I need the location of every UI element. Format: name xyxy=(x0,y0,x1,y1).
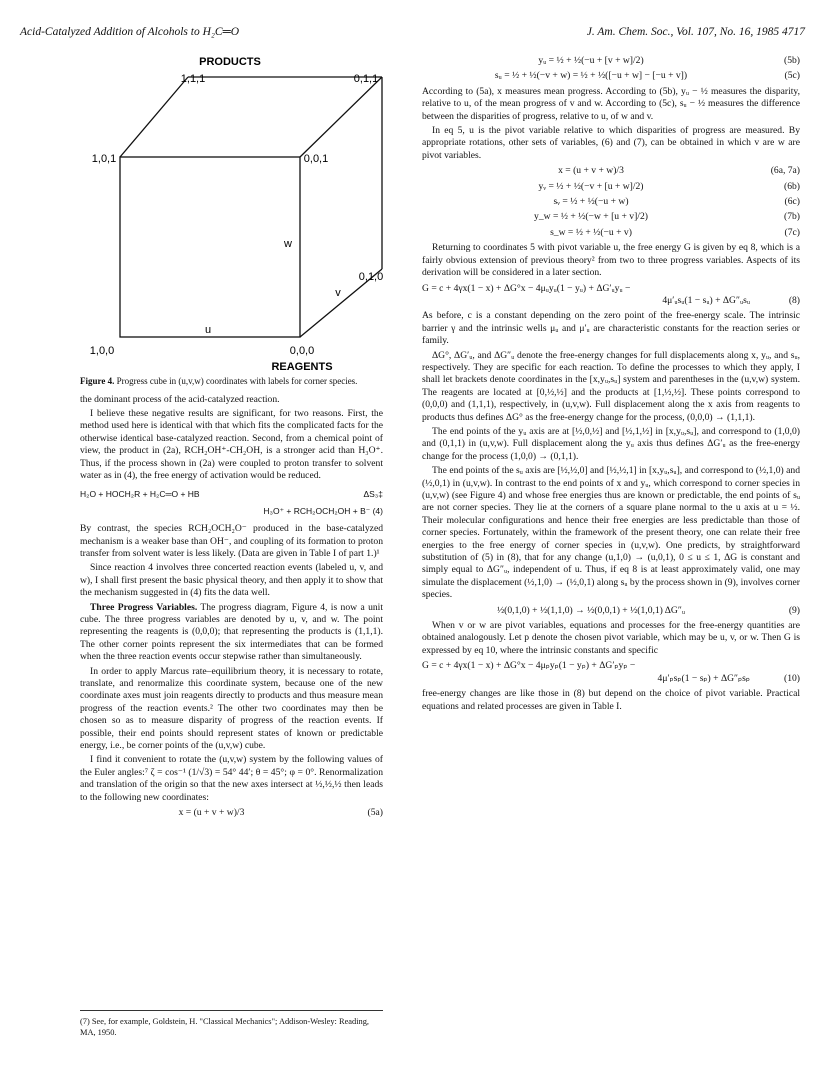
corner-label-000: 0,0,0 xyxy=(289,345,315,357)
equation-9 xyxy=(422,605,800,617)
section-heading: Three Progress Variables. xyxy=(90,601,198,613)
equation-5a-number: (5a) xyxy=(367,807,383,819)
equation-5a xyxy=(80,807,383,819)
left-paragraph-2: I believe these negative results are significant, for two reasons. First, the method used here is identical with that which fits the complicated facts for the otherwise identical base-catalyzed reaction. Second, from a chemical point of view, the product in (2a), RCH₂OH⁺-CH₂OH, is a stronger acid than H₃O⁺. Thus, if the process shown in (2a) were coupled to proton transfer to solvent water as in (4), the free energy of activation would be reduced. xyxy=(80,407,383,481)
equation-6a-number: (6a, 7a) xyxy=(770,165,800,177)
right-paragraph-8: When v or w are pivot variables, equations and processes for the free-energy quantities are obtained analogously. Let p denote the chosen pivot variable, which may be u, v, or w. Then G is expressed by eq 10, where the intrinsic constants and specific xyxy=(422,620,800,656)
figure-top-label: PRODUCTS xyxy=(199,56,261,68)
equation-6a-expr: x = (u + v + w)/3 xyxy=(558,165,624,177)
reaction-scheme-4 xyxy=(80,488,383,517)
axis-label-u: u xyxy=(204,324,212,336)
left-column xyxy=(80,49,383,823)
right-paragraph-4: As before, c is a constant depending on the zero point of the free-energy scale. The intrinsic barrier γ and the intrinsic wells μᵤ and μ′ᵤ are characteristic constants for the reaction series or family. xyxy=(422,310,800,347)
left-paragraph-3: By contrast, the species RCH₂OCH₂O⁻ produced in the base-catalyzed mechanism is a weaker base than OH⁻, and coupling of its formation to proton transfer from solvent water is less likely. (Data are given in Table I of part 1.)¹ xyxy=(80,523,383,559)
axis-label-w: w xyxy=(284,238,292,250)
right-column xyxy=(422,52,800,715)
equation-7c xyxy=(422,227,800,239)
corner-label-011: 0,1,1 xyxy=(353,73,379,85)
progress-cube-diagram xyxy=(80,49,383,374)
equation-10-line-2: 4μ′ₚsₚ(1 − sₚ) + ΔG″ₚsₚ xyxy=(657,672,750,684)
equation-5a-expr: x = (u + v + w)/3 xyxy=(178,807,245,819)
left-paragraph-7: I find it convenient to rotate the (u,v,w) system by the following values of the Euler angles:⁷ ζ = cos⁻¹ (1/√3) = 54° 44′; θ = 45°; φ = 0°. Renormalization and translation of the origin so that the new axes intersect at ½,½,½ then leads to the following new coordinates: xyxy=(80,754,383,803)
equation-7c-number: (7c) xyxy=(784,226,800,238)
equation-6a xyxy=(422,165,800,177)
equation-5b-expr: yᵤ = ½ + ½(−u + [v + w]/2) xyxy=(538,55,644,66)
scheme-entropy-arrow: ΔS₃‡ xyxy=(363,489,383,500)
equation-7b xyxy=(422,211,800,223)
equation-9-number: (9) xyxy=(788,604,800,616)
equation-5b xyxy=(422,55,800,67)
equation-9-expr: ½(0,1,0) + ½(1,1,0) → ½(0,0,1) + ½(1,0,1) ΔG″ᵤ xyxy=(496,604,685,616)
left-paragraph-6: In order to apply Marcus rate–equilibrium theory, it is necessary to rotate, translate, and renormalize this coordinate system, because one of the new coordinate axes must join reagents directly to products and thus measure mean progress of the reaction events.² The other two coordinates may then be chosen so as to measure disparity of progress of the reaction events. If possible, their end points should represent states of known or predictable energy, i.e., be corner points of the (u,v,w) cube. xyxy=(80,665,383,752)
left-paragraph-4: Since reaction 4 involves three concerted reaction events (labeled u, v, and w), I shall first present the basic physical theory, and then apply it to show that the mechanism suggested in (4) fits the data well. xyxy=(80,562,383,599)
equation-5c xyxy=(422,70,800,82)
corner-label-101: 1,0,1 xyxy=(91,153,117,165)
equation-5c-expr: sᵤ = ½ + ½(−v + w) = ½ + ½([−u + w] − [−u + v]) xyxy=(494,70,688,82)
equation-8-number: (8) xyxy=(788,294,800,306)
right-paragraph-1: According to (5a), x measures mean progress. According to (5b), yᵤ − ½ measures the disparity, relative to u, of the mean progress of v and w. According to (5c), sᵤ − ½ measures the difference between the disparities of progress, relative to u, of w and v. xyxy=(422,85,800,122)
equation-8-line-1: G = c + 4γx(1 − x) + ΔG°x − 4μᵤyᵤ(1 − yᵤ) + ΔG′ᵤyᵤ − xyxy=(422,282,631,294)
equation-5c-number: (5c) xyxy=(784,70,800,82)
equation-7b-number: (7b) xyxy=(784,211,800,223)
equation-7c-expr: s_w = ½ + ½(−u + v) xyxy=(550,226,632,238)
axis-label-v: v xyxy=(335,287,341,299)
right-paragraph-7: The end points of the sᵤ axis are [½,½,0] and [½,½,1] in [x,yᵤ,sᵤ], and correspond to (½,1,0) and (½,0,1) in (u,v,w). In contrast to the end points of x and yᵤ, which correspond to corner species in (u,v,w) (see Figure 4) and whose free energies thus are known or predictable, the end points of sᵤ are not corner species. They lie at the corners of a square plane normal to the u axis at u = ½. Their molecular configurations and hence their free energies are less predictable than those of corner species. Fortunately, within the framework of the present theory, one can relate their free energies to the free energy of corner species in (u,v,w). One predicts, by straightforward substitution of (5) in (8), that for any change (u,1,0) → (u,0,1), 0 ≤ u ≤ 1, ΔG is constant and simply equal to ΔG″ᵤ, independent of u. Thus, if eq 8 is at least approximately valid, one may simulate the displacement (½,1,0) → (½,0,1) along sᵤ by the process shown in (9), involves corner species. xyxy=(422,465,800,601)
figure-bottom-label: REAGENTS xyxy=(271,361,333,373)
right-paragraph-6: The end points of the yᵤ axis are at [½,0,½] and [½,1,½] in [x,yᵤ,sᵤ], and correspond to (1,0,0) and (0,1,1) in (u,v,w). Full displacement along the yᵤ axis thus defines ΔG′ᵤ as the free-energy change for the process (1,0,0) → (0,1,1). xyxy=(422,425,800,462)
figure-caption-label: Figure 4. xyxy=(80,376,115,386)
left-paragraph-1: the dominant process of the acid-catalyzed reaction. xyxy=(80,393,280,405)
equation-10 xyxy=(422,660,800,685)
equation-6c xyxy=(422,196,800,208)
left-paragraph-5-text: The progress diagram, Figure 4, is now a unit cube. The three progress variables are denoted by u, v, and w. The point representing the reagents is (0,0,0); that representing the products is (1,1,1). The other corner points represent the six intermediates that can be formed when the three reaction events occur stepwise rather than simultaneously. xyxy=(80,601,383,663)
left-paragraph-5 xyxy=(80,602,383,664)
footnote-7: (7) See, for example, Goldstein, H. "Classical Mechanics"; Addison-Wesley: Reading, MA, 1950. xyxy=(80,1010,383,1038)
right-paragraph-9: free-energy changes are like those in (8) but depend on the choice of pivot variable. Practical equations and related processes are given in Table I. xyxy=(422,688,800,712)
equation-6b-number: (6b) xyxy=(784,180,800,192)
corner-label-100: 1,0,0 xyxy=(89,345,115,357)
scheme-reactants: H₂O + HOCH₂R + H₂C═O + HB xyxy=(80,489,200,500)
equation-10-line-1: G = c + 4γx(1 − x) + ΔG°x − 4μₚyₚ(1 − yₚ) + ΔG′ₚyₚ − xyxy=(422,660,636,672)
equation-6b-expr: yᵥ = ½ + ½(−v + [u + w]/2) xyxy=(538,180,644,192)
equation-5b-number: (5b) xyxy=(784,55,800,66)
right-paragraph-2: In eq 5, u is the pivot variable relative to which disparities of progress are measured. By appropriate rotations, other sets of variables, (6) and (7), can be obtained in which v are w are pivot variables. xyxy=(422,125,800,161)
corner-label-010: 0,1,0 xyxy=(358,271,383,283)
equation-7b-expr: y_w = ½ + ½(−w + [u + v]/2) xyxy=(534,211,648,223)
equation-8-line-2: 4μ′ᵤsᵤ(1 − sᵤ) + ΔG″ᵤsᵤ xyxy=(662,294,750,306)
right-paragraph-3: Returning to coordinates 5 with pivot variable u, the free energy G is given by eq 8, which is a fairly obvious extension of previous theory² from two to three progress variables. Aspects of its derivation will be considered in a later section. xyxy=(422,242,800,279)
corner-label-001: 0,0,1 xyxy=(303,153,329,165)
right-paragraph-5: ΔG°, ΔG′ᵤ, and ΔG″ᵤ denote the free-energy changes for full displacements along x, yᵤ, and sᵤ, respectively. They are specific for each reaction. To define the processes to which they apply, I shall let brackets denote coordinates in the [x,yᵤ,sᵤ] system and parentheses in the (u,v,w) system. The reagents are located at [0,½,½] and the products at [1,½,½]. These points correspond to (0,0,0) and (1,1,1), respectively, in (u,v,w). Full displacement along the x axis from reagents to products thus defines ΔG° as the free-energy change for the process, (0,0,0) → (1,1,1). xyxy=(422,349,800,423)
figure-caption-text: Progress cube in (u,v,w) coordinates with labels for corner species. xyxy=(116,376,358,386)
equation-10-number: (10) xyxy=(784,672,800,684)
equation-8 xyxy=(422,283,800,308)
running-header-right: J. Am. Chem. Soc., Vol. 107, No. 16, 1985 4717 xyxy=(586,26,805,38)
figure-4 xyxy=(80,49,383,388)
running-header-left: Acid-Catalyzed Addition of Alcohols to H₂C═O xyxy=(20,26,240,38)
scheme-products: H₃O⁺ + RCH₂OCH₂OH + B⁻ (4) xyxy=(263,505,383,516)
equation-6c-number: (6c) xyxy=(784,196,800,208)
figure-caption xyxy=(80,376,383,388)
equation-6b xyxy=(422,181,800,193)
equation-6c-expr: sᵥ = ½ + ½(−u + w) xyxy=(553,196,629,208)
corner-label-111: 1,1,1 xyxy=(180,73,206,85)
